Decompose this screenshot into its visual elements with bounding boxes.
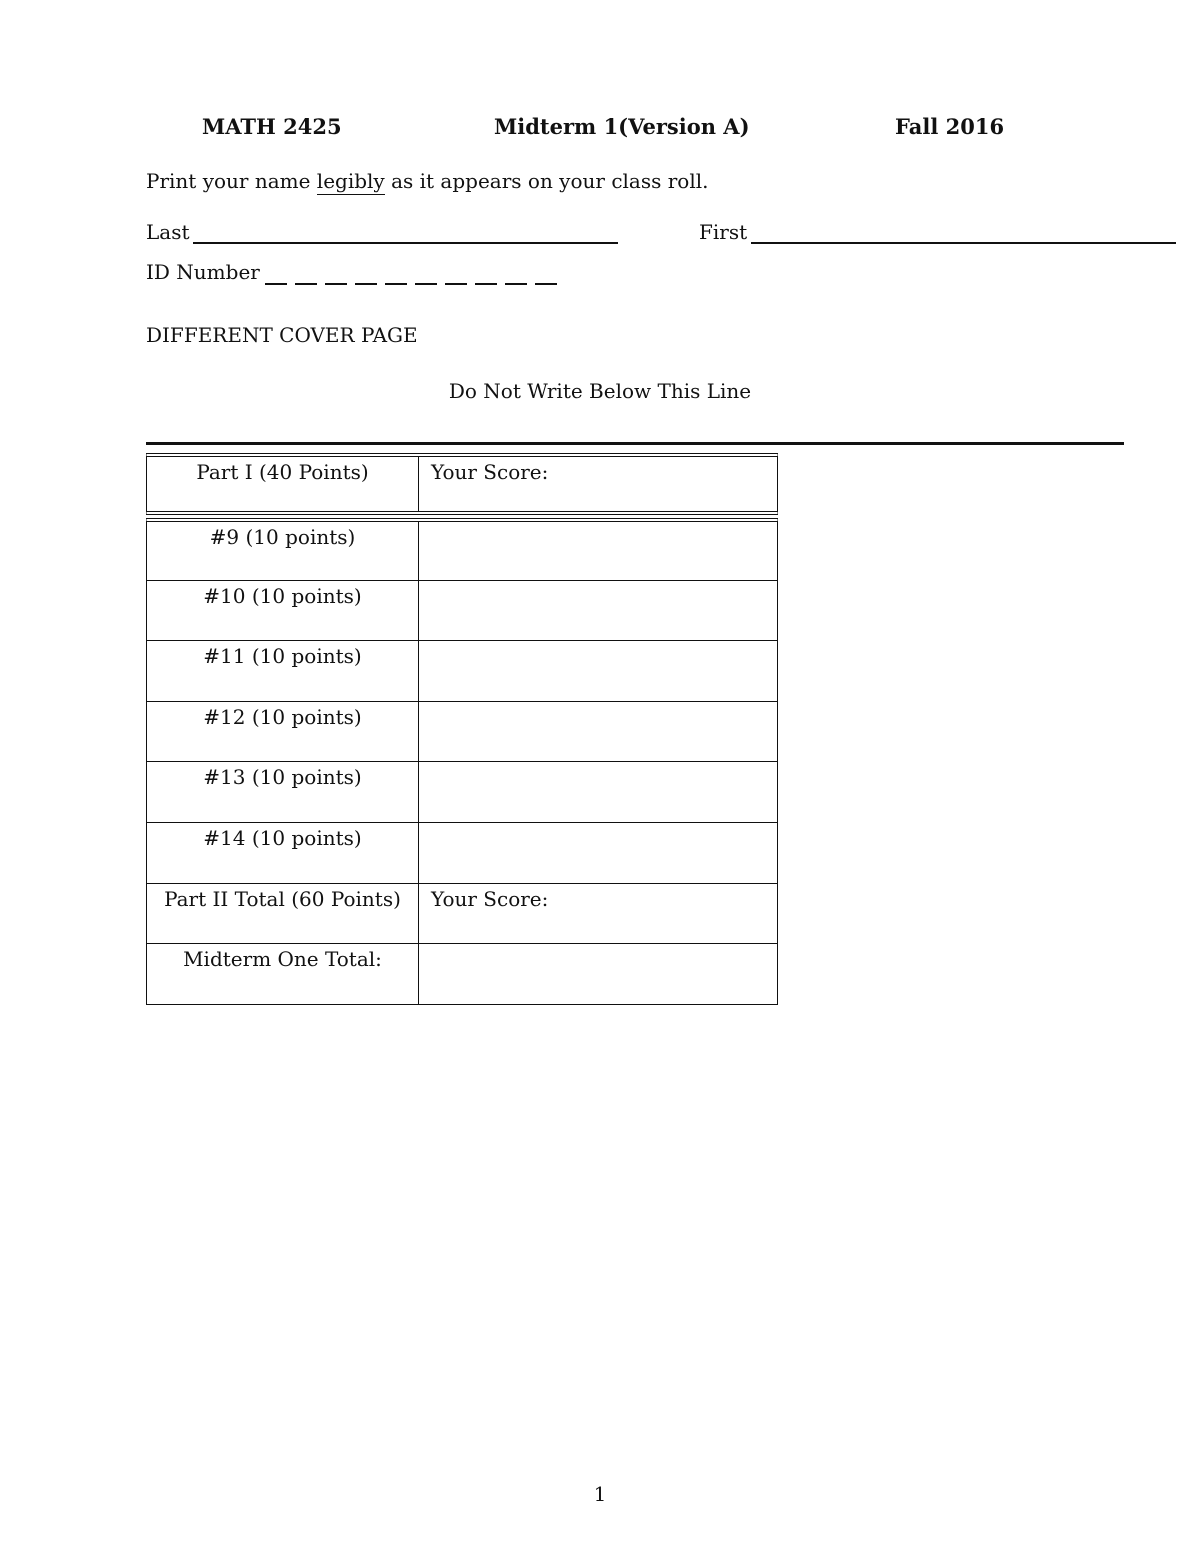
table-row bbox=[146, 761, 778, 823]
id-digit-blank[interactable] bbox=[325, 283, 347, 285]
course-code: MATH 2425 bbox=[202, 114, 342, 139]
score-field[interactable] bbox=[419, 944, 777, 1004]
last-name-label: Last bbox=[146, 220, 190, 244]
score-item-label: Part II Total (60 Points) bbox=[147, 884, 419, 943]
instructions-suffix: as it appears on your class roll. bbox=[391, 169, 709, 193]
score-field[interactable]: Your Score: bbox=[431, 460, 549, 484]
table-row bbox=[146, 822, 778, 884]
instructions-emphasis: legibly bbox=[316, 169, 385, 193]
score-item-label: #11 (10 points) bbox=[147, 641, 419, 701]
score-field[interactable] bbox=[419, 641, 777, 701]
exam-title: Midterm 1(Version A) bbox=[494, 114, 750, 139]
table-row bbox=[146, 883, 778, 944]
score-item-label: #10 (10 points) bbox=[147, 581, 419, 640]
score-item-label: #13 (10 points) bbox=[147, 762, 419, 822]
id-digit-blank[interactable] bbox=[505, 283, 527, 285]
divider-rule bbox=[146, 442, 1124, 445]
id-digit-blank[interactable] bbox=[475, 283, 497, 285]
id-digit-blank[interactable] bbox=[295, 283, 317, 285]
page-number: 1 bbox=[593, 1482, 607, 1506]
score-field[interactable] bbox=[419, 823, 777, 883]
score-item-label: #12 (10 points) bbox=[147, 702, 419, 761]
first-name-field[interactable] bbox=[751, 242, 1176, 244]
score-field[interactable] bbox=[419, 581, 777, 640]
score-item-label: #14 (10 points) bbox=[147, 823, 419, 883]
instructions-prefix: Print your name bbox=[146, 169, 311, 193]
exam-term: Fall 2016 bbox=[895, 114, 1005, 139]
id-digit-blank[interactable] bbox=[385, 283, 407, 285]
name-instructions bbox=[146, 169, 708, 193]
table-row bbox=[146, 701, 778, 762]
score-item-label: Midterm One Total: bbox=[147, 944, 419, 1004]
table-row bbox=[146, 518, 778, 581]
table-row bbox=[146, 580, 778, 641]
do-not-write-notice: Do Not Write Below This Line bbox=[448, 379, 752, 403]
table-row bbox=[146, 640, 778, 702]
score-item-label: Part I (40 Points) bbox=[147, 457, 419, 511]
id-digit-blank[interactable] bbox=[415, 283, 437, 285]
score-item-label: #9 (10 points) bbox=[147, 522, 419, 580]
id-digit-blank[interactable] bbox=[445, 283, 467, 285]
different-cover-notice: DIFFERENT COVER PAGE bbox=[146, 323, 418, 347]
id-digit-blank[interactable] bbox=[265, 283, 287, 285]
score-field[interactable] bbox=[419, 762, 777, 822]
first-name-label: First bbox=[699, 220, 748, 244]
table-row bbox=[146, 943, 778, 1005]
score-field[interactable]: Your Score: bbox=[431, 887, 549, 911]
score-field[interactable] bbox=[419, 702, 777, 761]
id-digit-blank[interactable] bbox=[535, 283, 557, 285]
id-number-label: ID Number bbox=[146, 260, 260, 284]
last-name-field[interactable] bbox=[193, 242, 618, 244]
score-field[interactable] bbox=[419, 522, 777, 580]
table-row bbox=[146, 453, 778, 515]
id-digit-blank[interactable] bbox=[355, 283, 377, 285]
